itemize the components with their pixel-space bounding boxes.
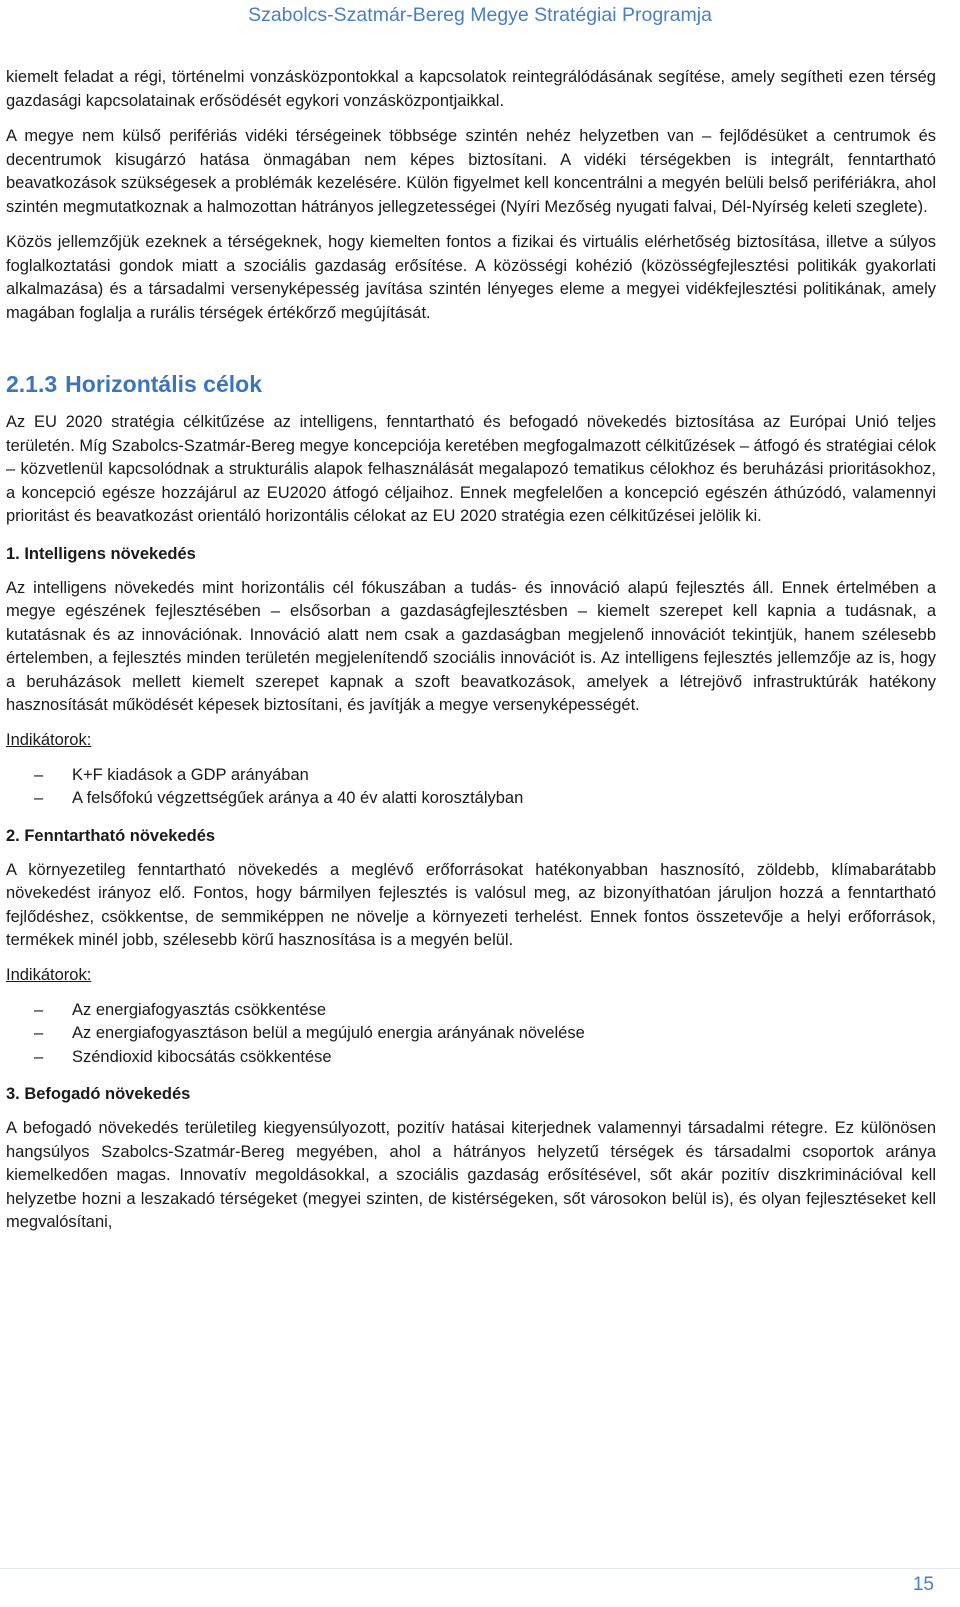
paragraph: A megye nem külső perifériás vidéki térségeinek többsége szintén nehéz helyzetben van – fejlődésüket a centrumok és decentrumok kisugárzó hatása önmagában nem képes biztosítani. A vidéki térségekben is integrált, fenntartható beavatkozások szükségesek a problémák kezelésére. Külön figyelmet kell koncentrálni a megyén belüli belső perifériákra, ahol szintén megmutatkoznak a halmozottan hátrányos jellegzetességei (Nyíri Mezőség nyugati falvai, Dél-Nyírség keleti szeglete).	[6, 127, 936, 216]
footer-divider	[0, 1568, 960, 1569]
goal-text-fenntarthato: A környezetileg fenntartható növekedés a meglévő erőforrásokat hatékonyabban hasznosító, zöldebb, klímabarátabb növekedést irányoz elő. Fontos, hogy bármilyen fejlesztés is valósul meg, az bizonyíthatóan járuljon hozzá a fenntartható fejlődéshez, csökkentse, de semmiképpen ne növelje a környezeti terhelést. Ennek fontos összetevője a helyi erőforrások, termékek minél jobb, szélesebb körű hasznosítása is a megyén belül.	[6, 860, 936, 949]
goal-text-befogado: A befogadó növekedés területileg kiegyensúlyozott, pozitív hatásai kiterjednek valamennyi társadalmi rétegre. Ez különösen hangsúlyos Szabolcs-Szatmár-Bereg megyében, ahol a hátrányos helyzetű térségek és társadalmi csoportok aránya kiemelkedően magas. Innovatív megoldásokkal, a szociális gazdaság erősítésével, sőt akár pozitív diszkriminációval kell helyzetbe hozni a leszakadó térségeket (megyei szinten, de kistérségeken, sőt városokon belül is), és olyan fejlesztéseket kell megvalósítani,	[6, 1119, 936, 1231]
indicator-item: – Széndioxid kibocsátás csökkentése	[6, 1046, 936, 1070]
running-header: Szabolcs-Szatmár-Bereg Megye Stratégiai Programja	[248, 4, 712, 26]
section-title: Horizontális célok	[65, 371, 262, 397]
goal-heading-intelligens: 1. Intelligens növekedés	[6, 544, 196, 563]
paragraph: Közös jellemzőjük ezeknek a térségeknek, hogy kiemelten fontos a fizikai és virtuális elérhetőség biztosítása, illetve a súlyos foglalkoztatási gondok miatt a szociális gazdaság erősítése. A közösségi kohézió (közösségfejlesztési politikák gyakorlati alkalmazása) és a társadalmi versenyképesség javítása szintén lényeges eleme a megyei vidékfejlesztési politikának, amely magában foglalja a rurális térségek értékőrző megújítását.	[6, 233, 936, 322]
goal-text-intelligens: Az intelligens növekedés mint horizontális cél fókuszában a tudás- és innováció alapú fejlesztés áll. Ennek értelmében a megye egészének fejlesztésében – elsősorban a gazdaságfejlesztésben – kiemelt szerepet kell kapnia a tudásnak, a kutatásnak és az innovációnak. Innováció alatt nem csak a gazdaságban megjelenő innovációt tekintjük, hanem szélesebb értelemben, a fejlesztés minden területén megjelenítendő szociális innovációt is. Az intelligens fejlesztés jellemzője az is, hogy a beruházások mellett kiemelt szerepet kapnak a szoft beavatkozások, amelyek a létrejövő infrastruktúrák hatékony hasznosítását működését képesek biztosítani, és javítják a megye versenyképességét.	[6, 578, 936, 714]
indicators-label: Indikátorok:	[6, 730, 92, 749]
page-content	[6, 66, 936, 1235]
dash-bullet: –	[34, 1047, 44, 1066]
indicators-label: Indikátorok:	[6, 965, 92, 984]
section-number: 2.1.3	[6, 371, 58, 397]
dash-bullet: –	[34, 1024, 44, 1042]
goal-heading-befogado: 3. Befogadó növekedés	[6, 1085, 191, 1103]
indicator-item: – Az energiafogyasztáson belül a megújuló energia arányának növelése	[6, 1022, 936, 1046]
section-intro: Az EU 2020 stratégia célkitűzése az intelligens, fenntartható és befogadó növekedés biztosítása az Európai Unió teljes területén. Míg Szabolcs-Szatmár-Bereg megye koncepciója keretében megfogalmazott célkitűzések – átfogó és stratégiai célok – közvetlenül kapcsolódnak a strukturális alapok felhasználását megalapozó tematikus célokhoz és beruházási prioritásokhoz, a koncepció egésze hozzájárul az EU2020 átfogó céljaihoz. Ennek megfelelően a koncepció egészén áthúzódó, valamennyi prioritást és beavatkozást orientáló horizontális célokat az EU 2020 stratégia ezen célkitűzései jelölik ki.	[6, 413, 936, 525]
paragraph: kiemelt feladat a régi, történelmi vonzásközpontokkal a kapcsolatok reintegrálódásának segítése, amely segítheti ezen térség gazdasági kapcsolatainak erősödését egykori vonzásközpontjaikkal.	[6, 68, 936, 110]
page-number: 15	[912, 1574, 934, 1595]
indicator-item: – A felsőfokú végzettségűek aránya a 40 év alatti korosztályban	[6, 787, 936, 811]
dash-bullet: –	[34, 1000, 44, 1019]
goal-heading-fenntarthato: 2. Fenntartható növekedés	[6, 826, 216, 845]
dash-bullet: –	[34, 765, 44, 784]
indicator-item: – Az energiafogyasztás csökkentése	[6, 999, 936, 1023]
dash-bullet: –	[34, 789, 44, 807]
indicator-list	[6, 764, 936, 811]
indicator-item: – K+F kiadások a GDP arányában	[6, 764, 936, 788]
section-heading	[6, 369, 936, 399]
indicator-list	[6, 999, 936, 1070]
